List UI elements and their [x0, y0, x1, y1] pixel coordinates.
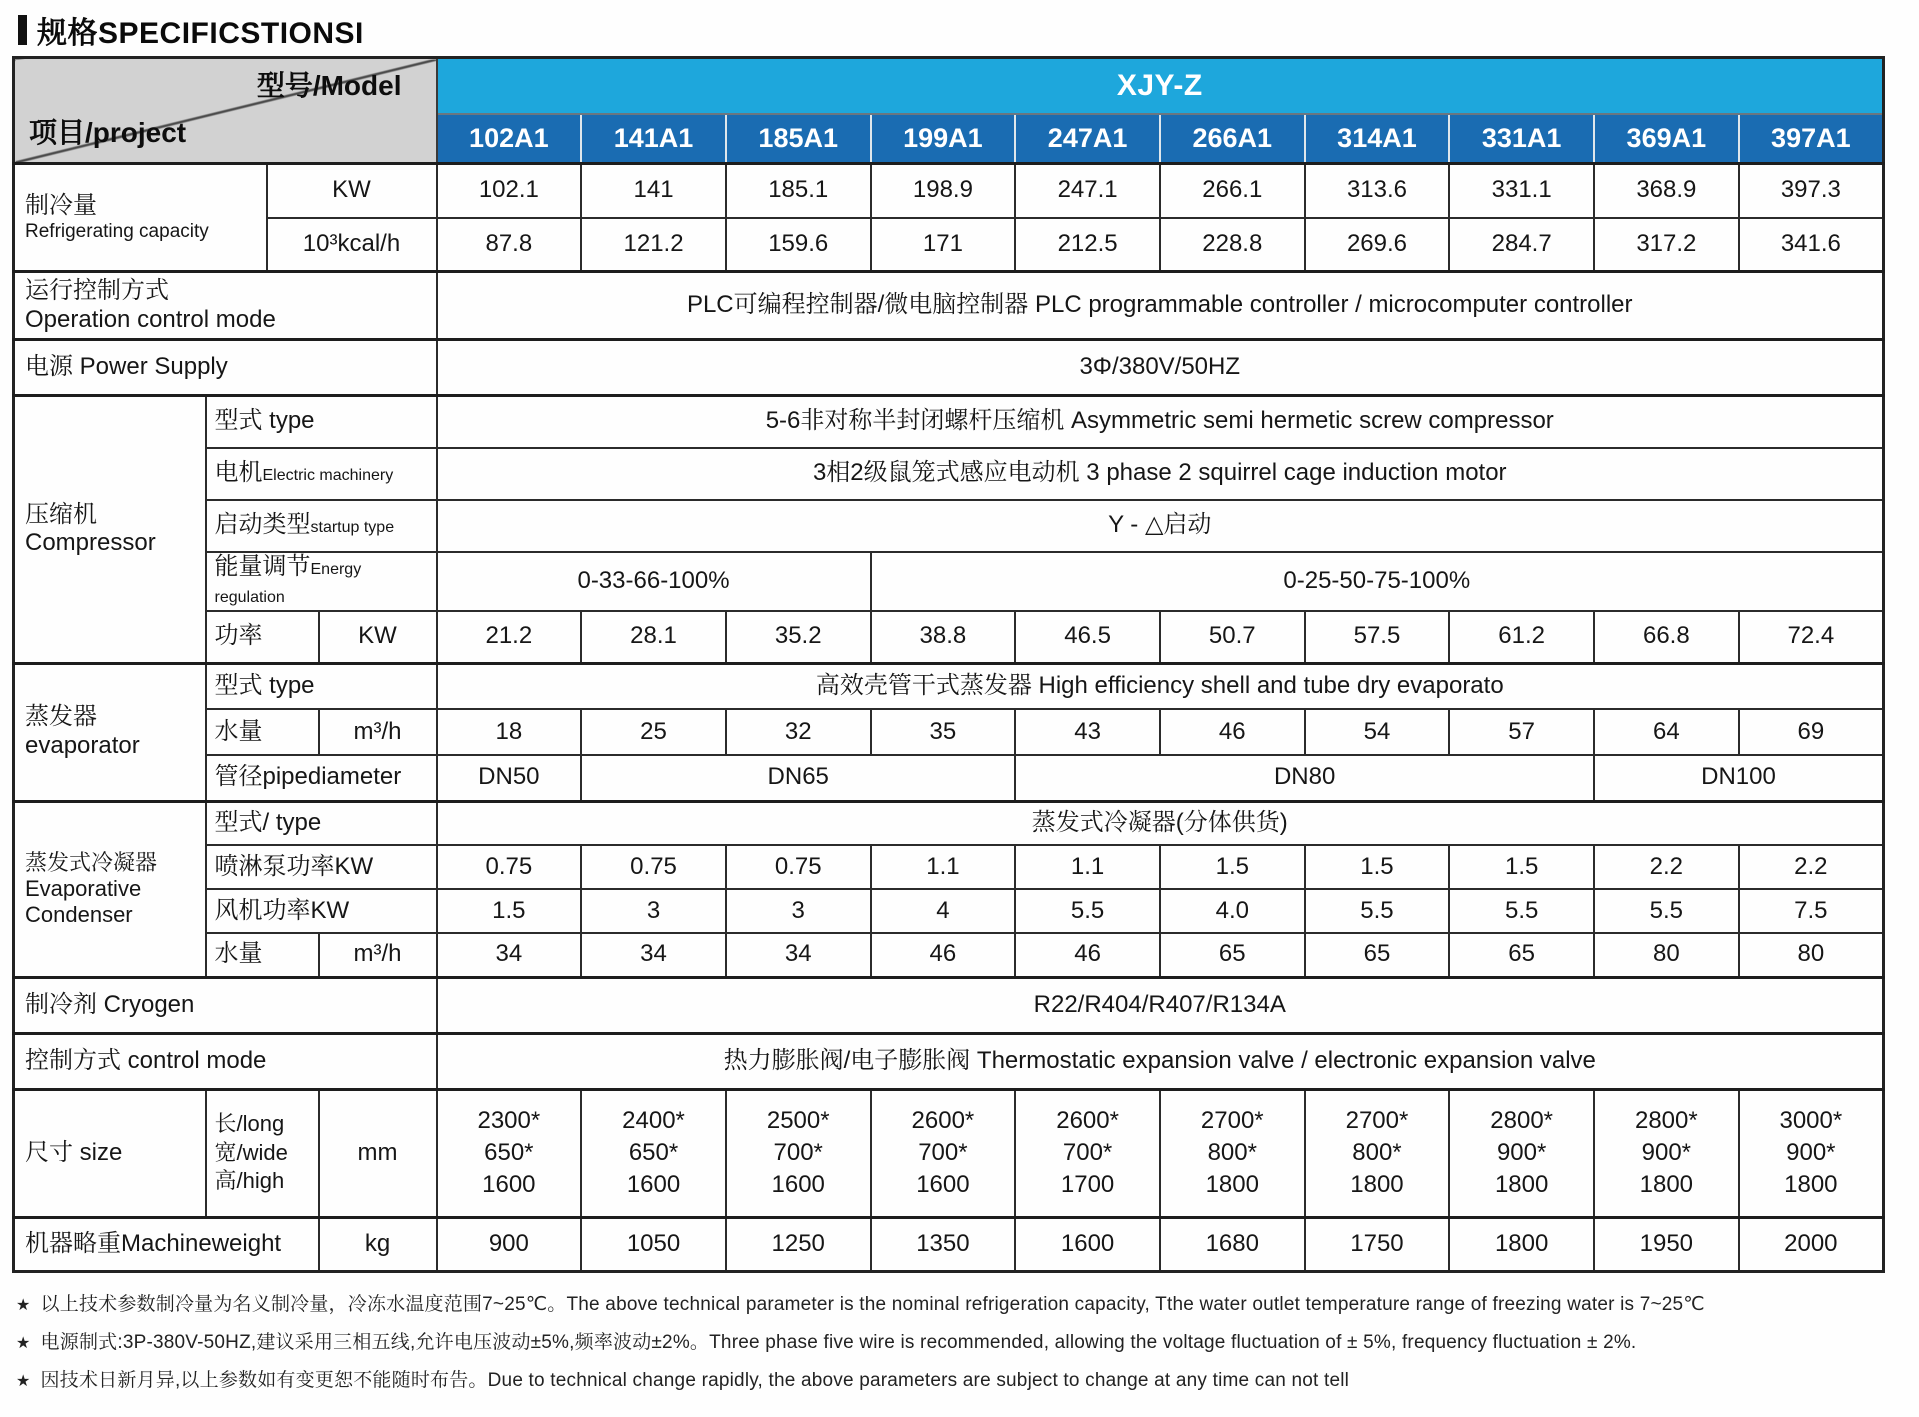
compressor-label-en: Compressor [25, 529, 156, 557]
title-accent-bar [18, 15, 27, 45]
operation-label-zh: 运行控制方式 [25, 276, 169, 304]
size-value [581, 1089, 726, 1217]
fan-value: 5.5 [1015, 889, 1160, 933]
row-evaporator-water [14, 709, 1884, 755]
pipe-span-dn65: DN65 [581, 755, 1015, 801]
pump-value: 1.5 [1305, 845, 1450, 889]
startup-label-en: startup type [310, 519, 395, 537]
size-high: 1800 [1350, 1171, 1404, 1199]
size-wide: 900* [1641, 1138, 1692, 1166]
model-header: 369A1 [1594, 114, 1739, 164]
size-long: 2500* [766, 1106, 830, 1134]
kw-unit: KW [267, 164, 437, 218]
footnote-text: 电源制式:3P-380V-50HZ,建议采用三相五线,允许电压波动±5%,频率波动±2%。Three phase five wire is recommended, allowing the voltage fluctuation of ± 5%, frequency fluctuation ± 2%. [40, 1331, 1637, 1353]
size-long: 2700* [1345, 1106, 1409, 1134]
size-high: 1800 [1494, 1171, 1549, 1199]
size-dim-high: 高/high [214, 1168, 285, 1194]
kcal-value: 171 [871, 218, 1016, 272]
operation-label-en: Operation control mode [25, 305, 276, 333]
page-title-row [0, 0, 1919, 56]
kw-value: 397.3 [1739, 164, 1884, 218]
cond-water-value: 65 [1449, 933, 1594, 977]
evap-water-value: 35 [871, 709, 1016, 755]
fan-value: 1.5 [437, 889, 582, 933]
project-axis-label: 项目/project [29, 117, 187, 149]
size-value [1594, 1089, 1739, 1217]
footnote-line [16, 1365, 1919, 1392]
model-header: 185A1 [726, 114, 871, 164]
kw-value: 247.1 [1015, 164, 1160, 218]
kcal-value: 228.8 [1160, 218, 1305, 272]
energy-span-2: 0-25-50-75-100% [871, 552, 1884, 612]
footnote-line [16, 1327, 1919, 1354]
cond-water-value: 46 [1015, 933, 1160, 977]
row-capacity-kw [14, 164, 1884, 218]
size-value [437, 1089, 582, 1217]
power-value: 46.5 [1015, 611, 1160, 663]
power-value: 66.8 [1594, 611, 1739, 663]
motor-label-zh: 电机 [214, 459, 263, 487]
power-value: 35.2 [726, 611, 871, 663]
evaporator-label [14, 663, 206, 801]
size-dimensions-label [206, 1089, 319, 1217]
pump-value: 0.75 [581, 845, 726, 889]
row-power-supply [14, 340, 1884, 396]
weight-value: 2000 [1739, 1217, 1884, 1271]
evaporator-type-value: 高效壳管干式蒸发器 High efficiency shell and tube dry evaporato [437, 663, 1884, 709]
fan-value: 4.0 [1160, 889, 1305, 933]
footnote-text: 因技术日新月异,以上参数如有变更恕不能随时布告。Due to technical change rapidly, the above parameters are subject to change at any time can not tell [40, 1369, 1350, 1391]
model-header: 199A1 [871, 114, 1016, 164]
energy-label-en: Energy regulation [214, 560, 362, 607]
compressor-label-zh: 压缩机 [25, 500, 97, 528]
size-value [1160, 1089, 1305, 1217]
operation-value: PLC可编程控制器/微电脑控制器 PLC programmable controller / microcomputer controller [437, 272, 1884, 340]
row-compressor-power [14, 611, 1884, 663]
kw-value: 313.6 [1305, 164, 1450, 218]
condenser-label [14, 801, 206, 977]
cond-water-value: 34 [581, 933, 726, 977]
size-value [726, 1089, 871, 1217]
startup-label-zh: 启动类型 [214, 511, 311, 539]
page-title: 规格SPECIFICSTIONSI [37, 17, 364, 50]
power-value: 28.1 [581, 611, 726, 663]
model-axis-label: 型号/Model [256, 70, 402, 101]
model-header: 247A1 [1015, 114, 1160, 164]
power-value: 50.7 [1160, 611, 1305, 663]
row-size [14, 1089, 1884, 1217]
capacity-label [14, 164, 267, 272]
capacity-label-en: Refrigerating capacity [25, 220, 209, 242]
size-wide: 800* [1352, 1138, 1402, 1166]
size-dim-long: 长/long [214, 1111, 285, 1137]
size-long: 2600* [1056, 1106, 1119, 1134]
condenser-label-en1: Evaporative [25, 875, 142, 901]
model-header: 141A1 [581, 114, 726, 164]
cond-water-value: 34 [437, 933, 582, 977]
size-value [1015, 1089, 1160, 1217]
power-supply-value: 3Φ/380V/50HZ [437, 340, 1884, 396]
star-icon: ★ [16, 1334, 31, 1352]
kcal-value: 212.5 [1015, 218, 1160, 272]
row-compressor-type [14, 396, 1884, 448]
energy-span-1: 0-33-66-100% [437, 552, 871, 612]
spec-table [12, 56, 1885, 1273]
weight-value: 900 [437, 1217, 582, 1271]
kcal-value: 159.6 [726, 218, 871, 272]
evap-water-value: 46 [1160, 709, 1305, 755]
footnote-text: 以上技术参数制冷量为名义制冷量，冷冻水温度范围7~25℃。The above technical parameter is the nominal refrigeration capacity, Tthe water outlet temperature range of freezing water is 7~25℃ [40, 1293, 1705, 1315]
evaporator-water-label: 水量 [206, 709, 319, 755]
cryogen-value: R22/R404/R407/R134A [437, 977, 1884, 1033]
size-long: 2600* [911, 1106, 975, 1134]
cond-water-value: 34 [726, 933, 871, 977]
size-wide: 650* [484, 1138, 534, 1166]
size-long: 2300* [477, 1106, 541, 1134]
size-wide: 700* [773, 1138, 823, 1166]
compressor-startup-value: Y - △启动 [437, 500, 1884, 552]
evap-water-value: 43 [1015, 709, 1160, 755]
evap-water-value: 18 [437, 709, 582, 755]
kw-value: 331.1 [1449, 164, 1594, 218]
compressor-motor-value: 3相2级鼠笼式感应电动机 3 phase 2 squirrel cage induction motor [437, 448, 1884, 500]
cond-water-value: 80 [1594, 933, 1739, 977]
size-value [1739, 1089, 1884, 1217]
fan-value: 3 [581, 889, 726, 933]
size-high: 1800 [1205, 1171, 1259, 1199]
model-header: 397A1 [1739, 114, 1884, 164]
weight-value: 1600 [1015, 1217, 1160, 1271]
row-condenser-type [14, 801, 1884, 845]
size-high: 1600 [916, 1171, 970, 1199]
row-condenser-pump [14, 845, 1884, 889]
row-condenser-water [14, 933, 1884, 977]
condenser-type-value: 蒸发式冷凝器(分体供货) [437, 801, 1884, 845]
evap-water-value: 54 [1305, 709, 1450, 755]
kcal-value: 269.6 [1305, 218, 1450, 272]
energy-label-zh: 能量调节 [214, 552, 311, 580]
weight-value: 1750 [1305, 1217, 1450, 1271]
size-long: 2400* [622, 1106, 685, 1134]
kw-value: 102.1 [437, 164, 582, 218]
compressor-motor-label [206, 448, 437, 500]
pipe-span-dn50: DN50 [437, 755, 582, 801]
row-cryogen [14, 977, 1884, 1033]
model-header: 102A1 [437, 114, 582, 164]
power-value: 57.5 [1305, 611, 1450, 663]
power-value: 61.2 [1449, 611, 1594, 663]
kw-value: 141 [581, 164, 726, 218]
cond-water-value: 46 [871, 933, 1016, 977]
row-evaporator-type [14, 663, 1884, 709]
row-weight [14, 1217, 1884, 1271]
weight-value: 1800 [1449, 1217, 1594, 1271]
condenser-type-label: 型式/ type [206, 801, 437, 845]
kw-value: 185.1 [726, 164, 871, 218]
diagonal-header-cell [14, 58, 437, 164]
size-long: 2700* [1200, 1106, 1264, 1134]
evap-water-value: 32 [726, 709, 871, 755]
compressor-type-label: 型式 type [206, 396, 437, 448]
evap-water-value: 64 [1594, 709, 1739, 755]
size-value [1305, 1089, 1450, 1217]
model-header: 266A1 [1160, 114, 1305, 164]
pump-value: 0.75 [726, 845, 871, 889]
size-high: 1800 [1784, 1171, 1838, 1199]
weight-value: 1950 [1594, 1217, 1739, 1271]
row-capacity-kcal [14, 218, 1884, 272]
fan-value: 5.5 [1594, 889, 1739, 933]
size-unit: mm [319, 1089, 437, 1217]
pump-value: 2.2 [1594, 845, 1739, 889]
evaporator-label-zh: 蒸发器 [25, 703, 97, 731]
kcal-value: 121.2 [581, 218, 726, 272]
control-mode-value: 热力膨胀阀/电子膨胀阀 Thermostatic expansion valve / electronic expansion valve [437, 1033, 1884, 1089]
compressor-power-unit: KW [319, 611, 437, 663]
row-condenser-fan [14, 889, 1884, 933]
control-mode-label: 控制方式 control mode [14, 1033, 437, 1089]
evaporator-water-unit: m³/h [319, 709, 437, 755]
compressor-type-value: 5-6非对称半封闭螺杆压缩机 Asymmetric semi hermetic screw compressor [437, 396, 1884, 448]
row-operation-mode [14, 272, 1884, 340]
size-high: 1800 [1639, 1171, 1694, 1199]
pump-value: 1.5 [1449, 845, 1594, 889]
fan-value: 5.5 [1305, 889, 1450, 933]
power-value: 72.4 [1739, 611, 1884, 663]
compressor-power-label: 功率 [206, 611, 319, 663]
power-value: 21.2 [437, 611, 582, 663]
compressor-startup-label [206, 500, 437, 552]
row-compressor-startup [14, 500, 1884, 552]
kcal-value: 87.8 [437, 218, 582, 272]
size-value [871, 1089, 1016, 1217]
operation-label [14, 272, 437, 340]
size-high: 1600 [626, 1171, 681, 1199]
cryogen-label: 制冷剂 Cryogen [14, 977, 437, 1033]
footnotes [16, 1289, 1919, 1392]
fan-value: 5.5 [1449, 889, 1594, 933]
pipe-span-dn100: DN100 [1594, 755, 1884, 801]
kw-value: 198.9 [871, 164, 1016, 218]
kcal-unit: 10³kcal/h [267, 218, 437, 272]
pump-value: 0.75 [437, 845, 582, 889]
evaporator-pipe-label: 管径pipediameter [206, 755, 437, 801]
row-compressor-motor [14, 448, 1884, 500]
size-long: 2800* [1634, 1106, 1698, 1134]
evap-water-value: 57 [1449, 709, 1594, 755]
evaporator-type-label: 型式 type [206, 663, 437, 709]
cond-water-value: 65 [1305, 933, 1450, 977]
size-label: 尺寸 size [14, 1089, 206, 1217]
power-value: 38.8 [871, 611, 1016, 663]
evaporator-label-en: evaporator [25, 732, 140, 760]
evap-water-value: 69 [1739, 709, 1884, 755]
condenser-label-en2: Condenser [25, 902, 133, 928]
size-dim-wide: 宽/wide [214, 1139, 288, 1165]
star-icon: ★ [16, 1296, 31, 1314]
weight-value: 1680 [1160, 1217, 1305, 1271]
pipe-span-dn80: DN80 [1015, 755, 1594, 801]
capacity-label-zh: 制冷量 [25, 191, 97, 219]
kcal-value: 284.7 [1449, 218, 1594, 272]
size-wide: 800* [1207, 1138, 1257, 1166]
pump-value: 2.2 [1739, 845, 1884, 889]
weight-value: 1350 [871, 1217, 1016, 1271]
size-long: 2800* [1490, 1106, 1554, 1134]
model-header: 314A1 [1305, 114, 1450, 164]
model-header: 331A1 [1449, 114, 1594, 164]
condenser-water-unit: m³/h [319, 933, 437, 977]
compressor-energy-label [206, 552, 437, 612]
size-value [1449, 1089, 1594, 1217]
size-wide: 650* [628, 1138, 679, 1166]
fan-value: 3 [726, 889, 871, 933]
pump-value: 1.1 [871, 845, 1016, 889]
size-long: 3000* [1779, 1106, 1843, 1134]
pump-value: 1.5 [1160, 845, 1305, 889]
fan-value: 7.5 [1739, 889, 1884, 933]
size-high: 1700 [1060, 1171, 1115, 1199]
star-icon: ★ [16, 1372, 31, 1390]
size-wide: 900* [1496, 1138, 1547, 1166]
row-control-mode [14, 1033, 1884, 1089]
condenser-pump-label: 喷淋泵功率KW [206, 845, 437, 889]
weight-value: 1050 [581, 1217, 726, 1271]
header-row-series [14, 58, 1884, 114]
condenser-label-zh: 蒸发式冷凝器 [25, 849, 158, 875]
condenser-fan-label: 风机功率KW [206, 889, 437, 933]
fan-value: 4 [871, 889, 1016, 933]
evap-water-value: 25 [581, 709, 726, 755]
kw-value: 266.1 [1160, 164, 1305, 218]
power-supply-label: 电源 Power Supply [14, 340, 437, 396]
condenser-water-label: 水量 [206, 933, 319, 977]
footnote-line [16, 1289, 1919, 1316]
pump-value: 1.1 [1015, 845, 1160, 889]
kw-value: 368.9 [1594, 164, 1739, 218]
cond-water-value: 80 [1739, 933, 1884, 977]
size-high: 1600 [482, 1171, 536, 1199]
size-wide: 700* [1062, 1138, 1113, 1166]
weight-label: 机器略重Machineweight [14, 1217, 319, 1271]
row-compressor-energy [14, 552, 1884, 612]
size-wide: 900* [1786, 1138, 1836, 1166]
compressor-label [14, 396, 206, 664]
weight-value: 1250 [726, 1217, 871, 1271]
row-evaporator-pipe [14, 755, 1884, 801]
weight-unit: kg [319, 1217, 437, 1271]
motor-label-en: Electric machinery [262, 467, 394, 485]
cond-water-value: 65 [1160, 933, 1305, 977]
size-wide: 700* [918, 1138, 968, 1166]
series-header: XJY-Z [437, 58, 1884, 114]
size-high: 1600 [771, 1171, 825, 1199]
kcal-value: 341.6 [1739, 218, 1884, 272]
kcal-value: 317.2 [1594, 218, 1739, 272]
